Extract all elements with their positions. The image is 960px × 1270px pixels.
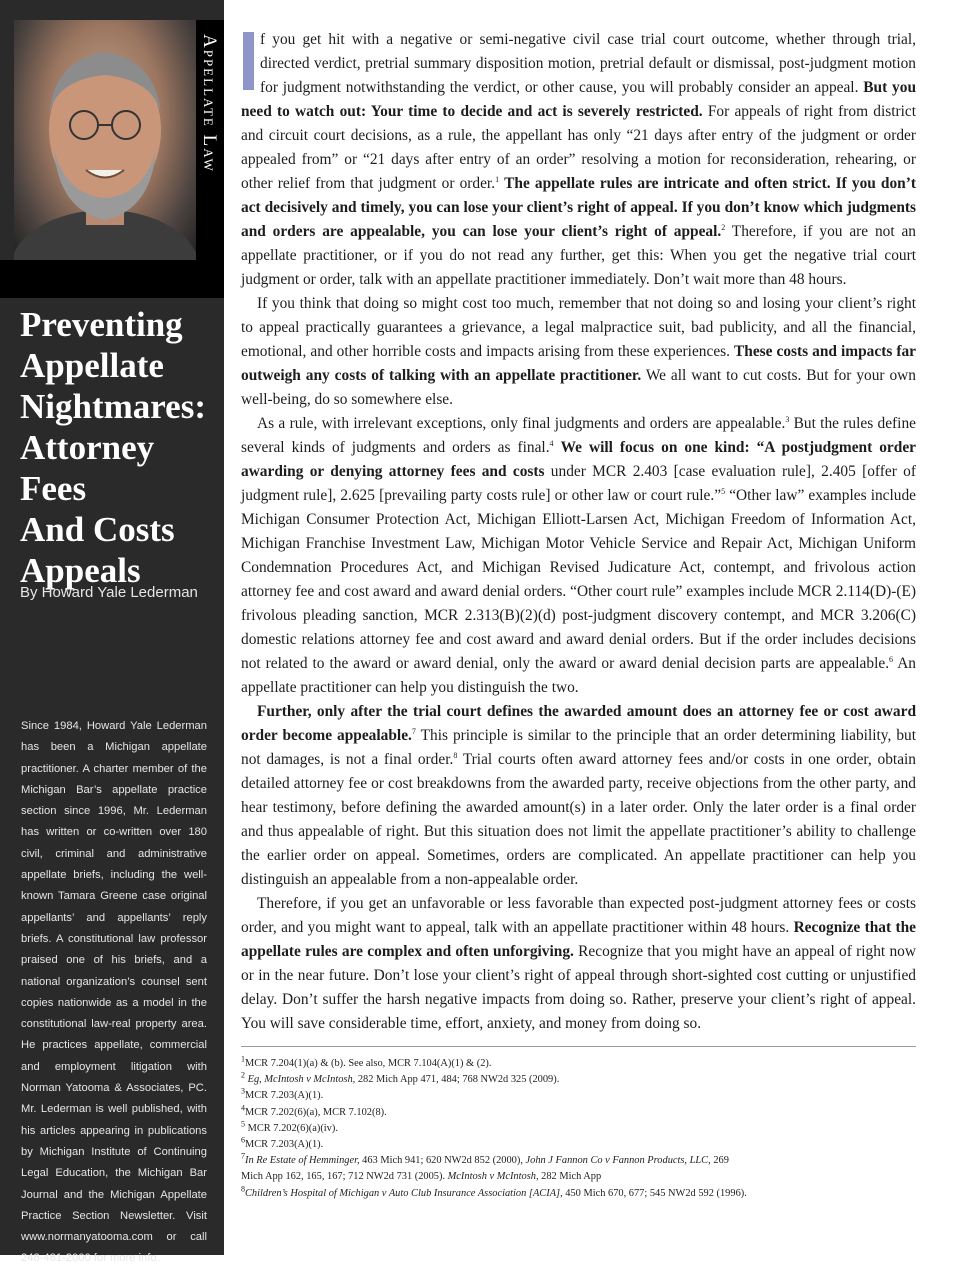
bold-text: But you need to watch out: Your time to decide and act is severely restricted. bbox=[241, 79, 917, 120]
footnote-ref[interactable]: 2 bbox=[721, 222, 726, 232]
footnote-number: 3 bbox=[241, 1086, 245, 1096]
footnote-number: 6 bbox=[241, 1135, 245, 1145]
bold-text: We will focus on one kind: “A postjudgment order awarding or denying attorney fees and costs bbox=[241, 439, 916, 480]
paragraph bbox=[241, 700, 916, 892]
footnote bbox=[241, 1056, 801, 1072]
footnote bbox=[241, 1072, 801, 1088]
footnote-ref[interactable]: 7 bbox=[411, 726, 416, 736]
footnote-case: Eg, McIntosh v McIntosh, bbox=[247, 1074, 356, 1086]
title-line: Attorney Fees bbox=[20, 428, 155, 508]
text: As a rule, with irrelevant exceptions, only final judgments and orders are appealable. bbox=[257, 415, 786, 432]
footnote-case: Children’s Hospital of Michigan v Auto Club Insurance Association [ACIA], bbox=[245, 1187, 563, 1199]
article-body bbox=[241, 28, 916, 1036]
bold-text: These costs and impacts far outweigh any costs of talking with an appellate practitioner. bbox=[241, 343, 916, 384]
footnote bbox=[241, 1186, 801, 1202]
footnote bbox=[241, 1088, 801, 1104]
footnote-text: 269 bbox=[710, 1155, 729, 1167]
footnote-number: 2 bbox=[241, 1070, 245, 1080]
footnote-case: In Re Estate of Hemminger, bbox=[245, 1155, 360, 1167]
text: f you get hit with a negative or semi-negative civil case trial court outcome, whether through trial, directed verdict, pretrial summary disposition motion, pretrial default or dismissal, post-judgment motion for judgment notwithstanding the verdict, or other cause, you will probably consider an appeal. bbox=[260, 31, 916, 96]
text: “Other law” examples include Michigan Consumer Protection Act, Michigan Elliott-Larsen Act, Michigan Freedom of Information Act, Michigan Franchise Investment Law, Michigan Motor Vehicle Service and Repair Act, Michigan Uniform Condemnation Procedures Act, and Michigan Revised Judicature Act, contempt, and frivolous action attorney fee and cost award and award denial orders. “Other court rule” examples include MCR 2.114(D)-(E) frivolous pleading sanction, MCR 2.313(B)(2)(d) post-judgment discovery contempt, and MCR 3.206(C) domestic relations attorney fee and cost award and award denial orders. But if the order includes decisions not related to the award or award denial, only the award or award denial decision parts are appealable. bbox=[241, 487, 916, 672]
text: We all want to cut costs. But for your own well-being, do so somewhere else. bbox=[241, 367, 916, 408]
sidebar-divider bbox=[0, 260, 196, 298]
text: Therefore, if you are not an appellate practitioner, or if you do not read any further, get this: When you get the negative trial court judgment or order, talk with an appellate practitioner immediately. Don’t wait more than 48 hours. bbox=[241, 223, 916, 288]
footnote-ref[interactable]: 4 bbox=[549, 438, 554, 448]
author-bio: Since 1984, Howard Yale Lederman has been a Michigan appellate practitioner. A charter member of the Michigan Bar’s appellate practice section since 1996, Mr. Lederman has written or co-written over 180 civil, criminal and administrative appellate briefs, including the well-known Tamara Greene case original appellants’ and appellants’ reply briefs. A constitutional law professor praised one of his briefs, and a national organization’s counsel sent copies nationwide as a model in the constitutional law-real property area. He practices appellate, commercial and employment litigation with Norman Yatooma & Associates, PC. Mr. Lederman is well published, with his articles appearing in publications by Michigan Institute of Continuing Legal Education, the Michigan Bar Journal and the Michigan Appellate Practice Section Newsletter. Visit www.normanyatooma.com or call 248-481-2000 for more info. bbox=[21, 720, 207, 1265]
footnote bbox=[241, 1153, 801, 1169]
footnote-number: 1 bbox=[241, 1054, 245, 1064]
paragraph bbox=[241, 28, 916, 292]
footnote-divider bbox=[241, 1046, 916, 1047]
paragraph bbox=[241, 292, 916, 412]
text: under MCR 2.403 [case evaluation rule], 2.405 [offer of judgment rule], 2.625 [prevailing party costs rule] or other law or court rule.” bbox=[241, 463, 916, 504]
author-photo bbox=[14, 20, 196, 260]
footnote-text: 463 Mich 941; 620 NW2d 852 (2000), bbox=[359, 1155, 526, 1167]
portrait-image bbox=[14, 20, 196, 260]
bold-text: Further, only after the trial court defines the awarded amount does an attorney fee or cost award order become appealable. bbox=[241, 703, 916, 744]
footnote-text: 282 Mich App bbox=[538, 1171, 602, 1183]
footnote-text: Mich App 162, 165, 167; 712 NW2d 731 (2005). bbox=[241, 1171, 448, 1183]
title-line: Preventing bbox=[20, 305, 183, 344]
article-title bbox=[20, 304, 220, 591]
footnote-text: MCR 7.202(6)(a), MCR 7.102(8). bbox=[245, 1106, 387, 1118]
paragraph bbox=[241, 892, 916, 1036]
footnote bbox=[241, 1121, 801, 1137]
footnote-ref[interactable]: 6 bbox=[889, 654, 894, 664]
text: This principle is similar to the principle that an order determining liability, but not damages, is not a final order. bbox=[241, 727, 916, 768]
footnote-text: MCR 7.202(6)(a)(iv). bbox=[245, 1122, 338, 1134]
bold-text: The appellate rules are intricate and often strict. If you don’t act decisively and timely, you can lose your client’s right of appeal. If you don’t know which judgments and orders are appealable, you can lose your client’s right of appeal. bbox=[241, 175, 916, 240]
footnote-text: 450 Mich 670, 677; 545 NW2d 592 (1996). bbox=[562, 1187, 747, 1199]
text: If you think that doing so might cost too much, remember that not doing so and losing your client’s right to appeal practically guarantees a grievance, a legal malpractice suit, bad publicity, and all the financial, emotional, and other horrible costs and impacts arising from these experiences. bbox=[241, 295, 916, 360]
footnote-text: MCR 7.203(A)(1). bbox=[245, 1090, 324, 1102]
drop-cap-bar bbox=[243, 32, 254, 90]
footnote-number: 5 bbox=[241, 1119, 245, 1129]
footnote-number: 7 bbox=[241, 1151, 245, 1161]
footnote bbox=[241, 1137, 801, 1153]
footnote-continued bbox=[241, 1169, 801, 1185]
text: For appeals of right from district and circuit court decisions, as a rule, the appellant has only “21 days after entry of the judgment or order appealed from” or “21 days after entry of an order” resolving a motion for reconsideration, rehearing, or other relief from that judgment or order. bbox=[241, 103, 916, 192]
title-line: Appellate bbox=[20, 346, 164, 385]
text: Trial courts often award attorney fees and/or costs in one order, obtain detailed attorney fee or cost breakdowns from the awarded party, receive objections from the other party, and hear testimony, before defining the awarded amount(s) in a later order. Only the later order is a final order and thus appealable of right. But this situation does not limit the appellate practitioner’s ability to challenge the earlier order on appeal. Sometimes, orders are complicated. An appellate practitioner can help you distinguish an appealable from a non-appealable order. bbox=[241, 751, 917, 888]
footnotes bbox=[241, 1056, 801, 1202]
title-line: Nightmares: bbox=[20, 387, 206, 426]
text: But the rules define several kinds of judgments and orders as final. bbox=[241, 415, 916, 456]
footnote-text: MCR 7.203(A)(1). bbox=[245, 1139, 324, 1151]
title-line: Appeals bbox=[20, 551, 141, 590]
footnote-ref[interactable]: 5 bbox=[721, 486, 726, 496]
section-tab-label: Appellate Law bbox=[199, 34, 220, 173]
footnote-number: 4 bbox=[241, 1103, 245, 1113]
footnote-text: MCR 7.204(1)(a) & (b). See also, MCR 7.104(A)(1) & (2). bbox=[245, 1058, 492, 1069]
footnote-case: John J Fannon Co v Fannon Products, LLC, bbox=[525, 1155, 711, 1167]
text: An appellate practitioner can help you distinguish the two. bbox=[241, 655, 916, 696]
text: Recognize that you might have an appeal of right now or in the near future. Don’t lose your client’s right of appeal through short-sighted cost cutting or unjustified delay. Don’t suffer the harsh negative impacts from doing so. Rather, preserve your client’s right of appeal. You will save considerable time, effort, anxiety, and money from doing so. bbox=[241, 943, 916, 1032]
footnote-ref[interactable]: 1 bbox=[495, 174, 500, 184]
byline: By Howard Yale Lederman bbox=[20, 584, 198, 601]
section-tab bbox=[196, 20, 224, 298]
title-line: And Costs bbox=[20, 510, 175, 549]
footnote-ref[interactable]: 3 bbox=[785, 414, 790, 424]
footnote-case: McIntosh v McIntosh, bbox=[447, 1171, 539, 1183]
footnote-text: 282 Mich App 471, 484; 768 NW2d 325 (2009). bbox=[355, 1074, 560, 1086]
text: Therefore, if you get an unfavorable or less favorable than expected post-judgment attorney fees or costs order, and you might want to appeal, talk with an appellate practitioner within 48 hours. bbox=[241, 895, 916, 936]
footnote-ref[interactable]: 8 bbox=[453, 750, 458, 760]
bold-text: Recognize that the appellate rules are complex and often unforgiving. bbox=[241, 919, 916, 960]
paragraph bbox=[241, 412, 916, 700]
footnote bbox=[241, 1105, 801, 1121]
footnote-number: 8 bbox=[241, 1184, 245, 1194]
